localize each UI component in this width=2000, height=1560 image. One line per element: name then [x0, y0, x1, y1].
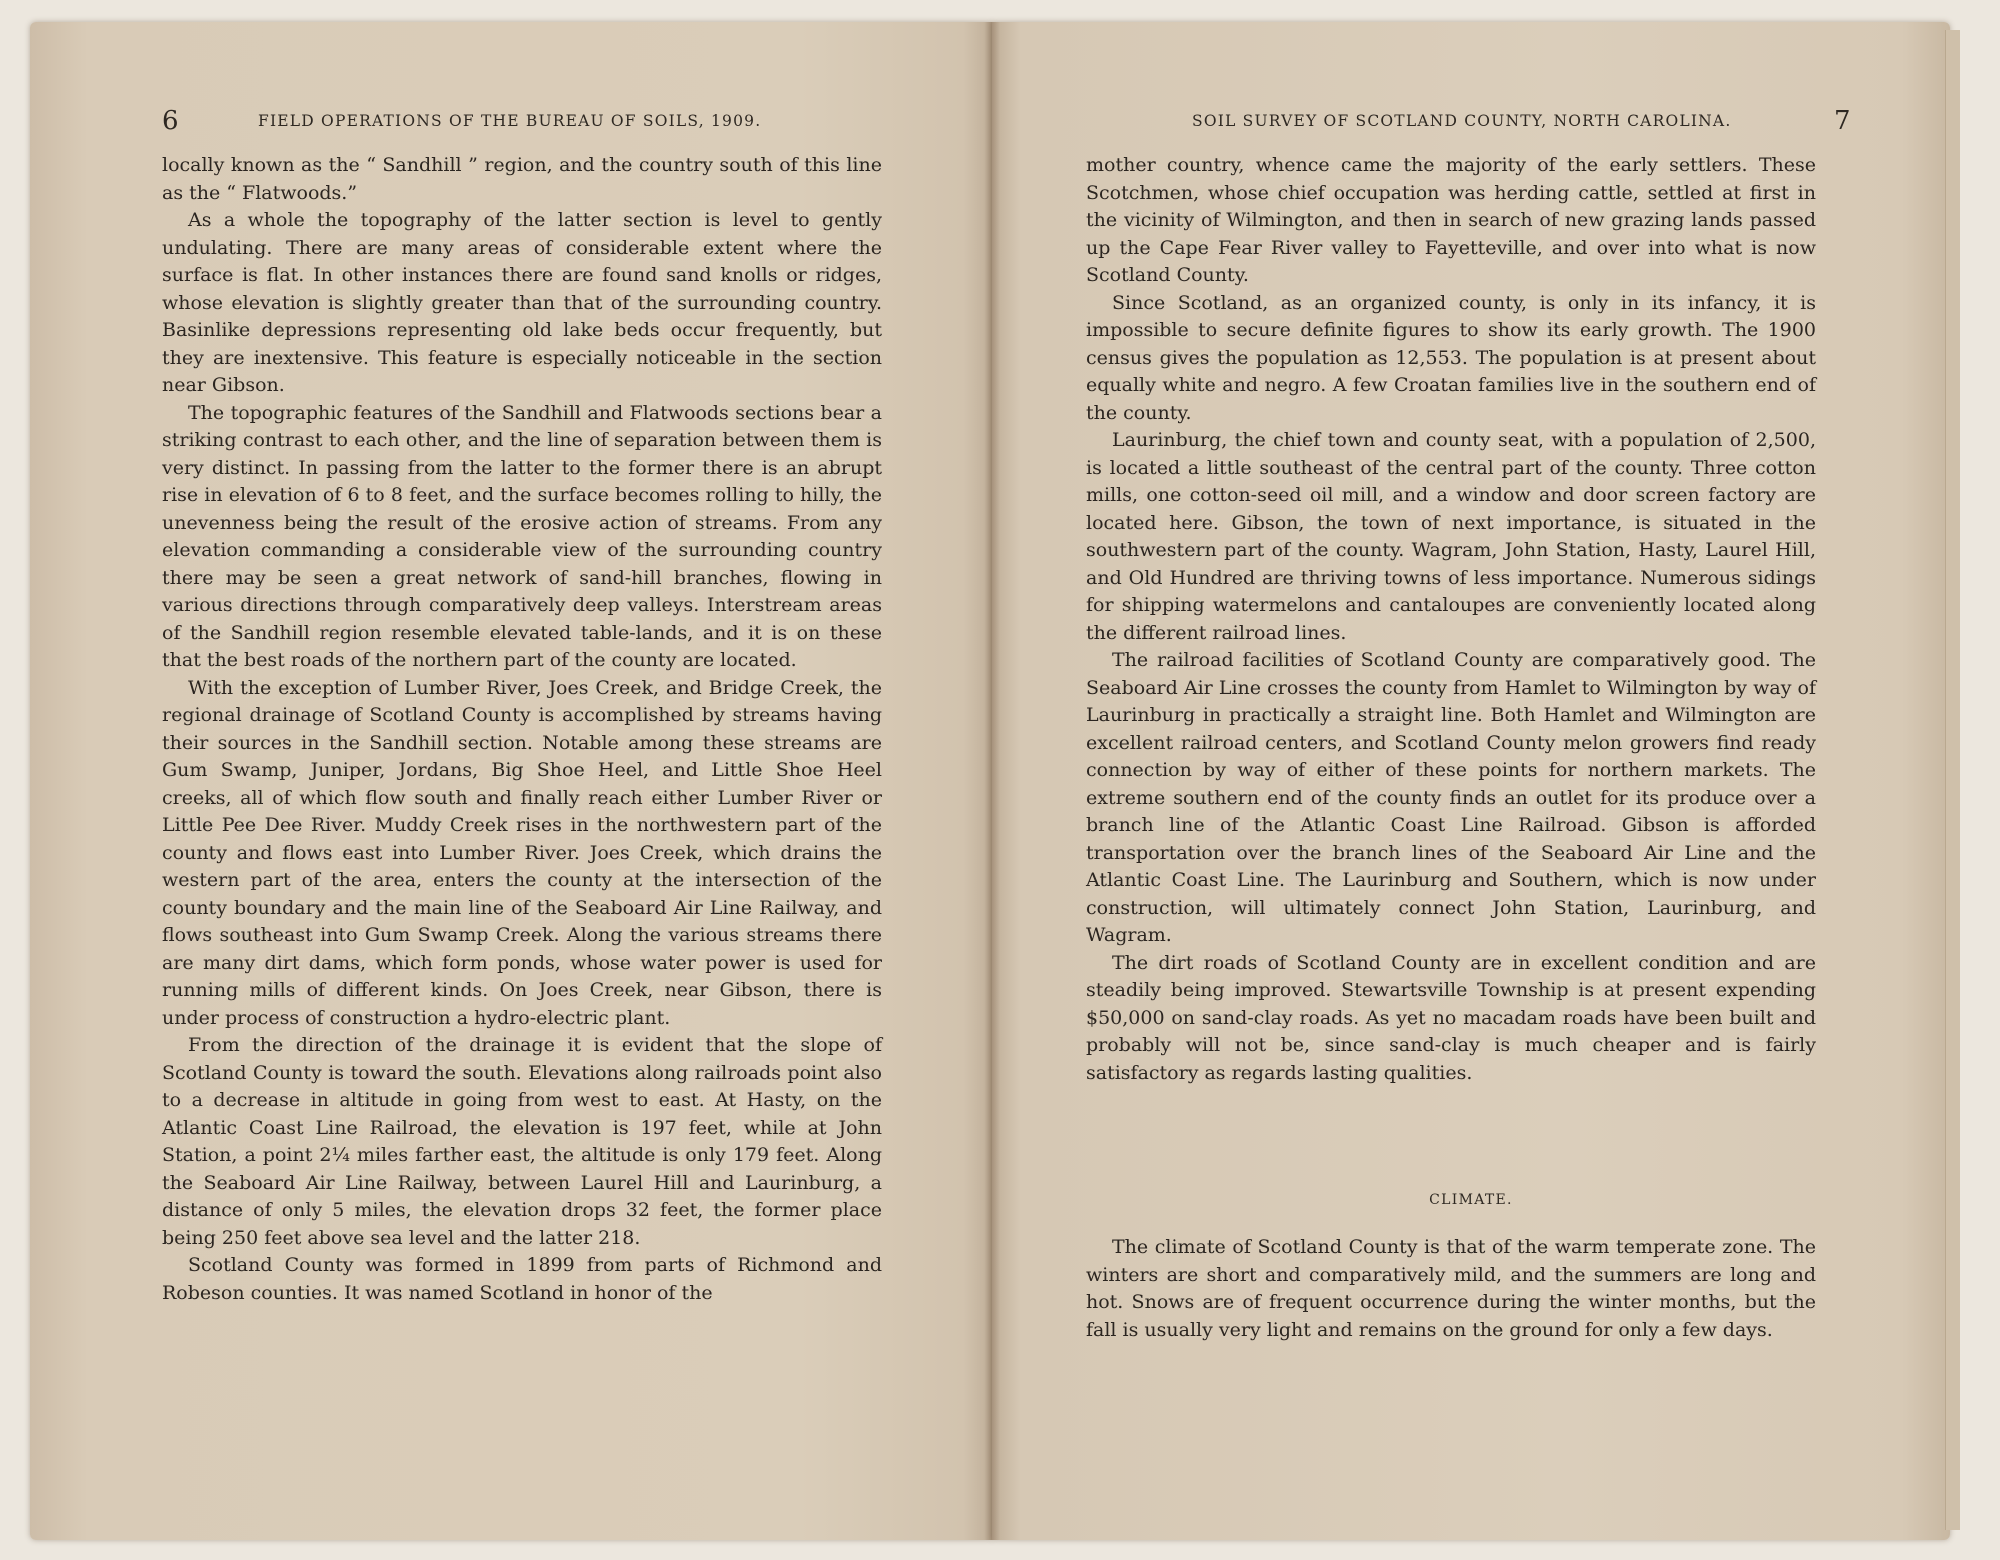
paragraph: mother country, whence came the majority of the early settlers. These Scotchmen, whose chief occupation was herding cattle, settled at first in the vicinity of Wilmington, and then in search of new grazing lands passed up the Cape Fear River valley to Fayetteville, and over into what is now Scotland County. — [1086, 154, 1816, 286]
paragraph: With the exception of Lumber River, Joes Creek, and Bridge Creek, the regional drainage of Scotland County is accomplished by streams having their sources in the Sandhill section. Notable among these streams are Gum Swamp, Juniper, Jordans, Big Shoe Heel, and Little Shoe Heel creeks, all of which flow south and finally reach either Lumber River or Little Pee Dee River. Muddy Creek rises in the northwestern part of the county and flows east into Lumber River. Joes Creek, which drains the western part of the area, enters the county at the intersection of the county boundary and the main line of the Seaboard Air Line Railway, and flows southeast into Gum Swamp Creek. Along the various streams there are many dirt dams, which form ponds, whose water power is used for running mills of different kinds. On Joes Creek, near Gibson, there is under process of construction a hydro-electric plant. — [162, 676, 882, 1029]
paragraph: Laurinburg, the chief town and county seat, with a population of 2,500, is located a little southeast of the central part of the county. Three cotton mills, one cotton-seed oil mill, and a window and door screen factory are located here. Gibson, the town of next importance, is situated in the southwestern part of the county. Wagram, John Station, Hasty, Laurel Hill, and Old Hundred are thriving towns of less importance. Numerous sidings for shipping watermelons and cantaloupes are conveniently located along the different railroad lines. — [1086, 429, 1816, 644]
paragraph: The railroad facilities of Scotland County are comparatively good. The Seaboard Air Line crosses the county from Hamlet to Wilmington by way of Laurinburg in practically a straight line. Both Hamlet and Wilmington are excellent railroad centers, and Scotland County melon growers find ready connection by way of either of these points for northern markets. The extreme southern end of the county finds an outlet for its produce over a branch line of the Atlantic Coast Line Railroad. Gibson is afforded transportation over the branch lines of the Seaboard Air Line and the Atlantic Coast Line. The Laurinburg and Southern, which is now under construction, will ultimately connect John Station, Laurinburg, and Wagram. — [1086, 649, 1816, 946]
right-page — [992, 22, 1950, 1540]
right-page-number: 7 — [1834, 106, 1851, 136]
left-page-header — [30, 106, 992, 136]
paragraph: locally known as the “ Sandhill ” region, and the country south of this line as the “ Flatwoods.” — [162, 154, 882, 204]
section-heading-climate: CLIMATE. — [1429, 1192, 1513, 1208]
book-spread — [30, 22, 1950, 1540]
left-page-body — [162, 152, 882, 1307]
paragraph: The climate of Scotland County is that of the warm temperate zone. The winters are short and comparatively mild, and the summers are long and hot. Snows are of frequent occurrence during the winter months, but the fall is usually very light and remains on the ground for only a few days. — [1086, 1236, 1816, 1341]
left-running-head: FIELD OPERATIONS OF THE BUREAU OF SOILS, 1909. — [258, 112, 762, 130]
paragraph: From the direction of the drainage it is evident that the slope of Scotland County is toward the south. Elevations along railroads point also to a decrease in altitude in going from west to east. At Hasty, on the Atlantic Coast Line Railroad, the elevation is 197 feet, while at John Station, a point 2¼ miles farther east, the altitude is only 179 feet. Along the Seaboard Air Line Railway, between Laurel Hill and Laurinburg, a distance of only 5 miles, the elevation drops 32 feet, the former place being 250 feet above sea level and the latter 218. — [162, 1034, 882, 1249]
right-running-head: SOIL SURVEY OF SCOTLAND COUNTY, NORTH CAROLINA. — [1192, 112, 1732, 130]
right-page-body-bottom — [1086, 1234, 1816, 1344]
book-gutter — [984, 22, 1000, 1540]
paragraph: Since Scotland, as an organized county, is only in its infancy, it is impossible to secure definite figures to show its early growth. The 1900 census gives the population as 12,553. The population is at present about equally white and negro. A few Croatan families live in the southern end of the county. — [1086, 291, 1816, 424]
paragraph: The topographic features of the Sandhill and Flatwoods sections bear a striking contrast to each other, and the line of separation between them is very distinct. In passing from the latter to the former there is an abrupt rise in elevation of 6 to 8 feet, and the surface becomes rolling to hilly, the unevenness being the result of the erosive action of streams. From any elevation commanding a considerable view of the surrounding country there may be seen a great network of sand-hill branches, flowing in various directions through comparatively deep valleys. Interstream areas of the Sandhill region resemble elevated table-lands, and it is on these that the best roads of the northern part of the county are located. — [162, 401, 882, 671]
right-page-header — [992, 106, 1950, 136]
left-page-number: 6 — [162, 106, 179, 136]
right-page-body-top — [1086, 152, 1816, 1087]
paragraph: The dirt roads of Scotland County are in excellent condition and are steadily being improved. Stewartsville Township is at present expending $50,000 on sand-clay roads. As yet no macadam roads have been built and probably will not be, since sand-clay is much cheaper and is fairly satisfactory as regards lasting qualities. — [1086, 951, 1816, 1084]
paragraph: Scotland County was formed in 1899 from parts of Richmond and Robeson counties. It was named Scotland in honor of the — [162, 1254, 882, 1304]
page-edge — [1945, 30, 1960, 1530]
paragraph: As a whole the topography of the latter section is level to gently undulating. There are many areas of considerable extent where the surface is flat. In other instances there are found sand knolls or ridges, whose elevation is slightly greater than that of the surrounding country. Basinlike depressions representing old lake beds occur frequently, but they are inextensive. This feature is especially noticeable in the section near Gibson. — [162, 209, 882, 396]
left-page — [30, 22, 992, 1540]
